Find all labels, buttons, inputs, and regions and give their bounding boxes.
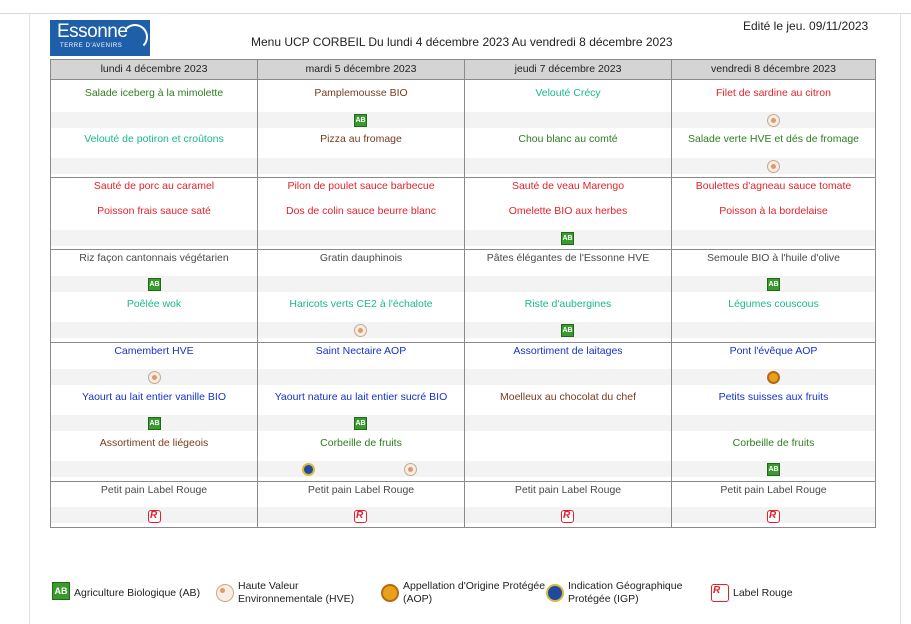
menu-item: Pamplemousse BIO [314,87,408,99]
hve-icon [354,324,367,337]
row-band [51,322,875,338]
menu-item: Pâtes élégantes de l'Essonne HVE [486,252,650,264]
top-divider [0,13,911,14]
menu-item: Semoule BIO à l'huile d'olive [707,252,840,264]
frame-right [900,14,901,624]
menu-item: Corbeille de fruits [320,437,402,449]
row-band [51,112,875,128]
menu-item: Sauté de porc au caramel [93,180,215,192]
menu-item: Filet de sardine au citron [716,87,831,99]
legend-label-line: Haute Valeur [238,580,299,592]
logo-tagline: TERRE D'AVENIRS [60,43,123,49]
menu-item: Velouté Crécy [535,87,601,99]
day-header-tuesday: mardi 5 décembre 2023 [305,63,417,75]
section-divider [51,342,875,343]
menu-item: Pont l'évêque AOP [729,345,818,357]
menu-item: Riste d'aubergines [524,298,612,310]
menu-item: Gratin dauphinois [319,252,403,264]
hve-icon [767,160,780,173]
menu-item: Petit pain Label Rouge [514,484,622,496]
menu-item: Omelette BIO aux herbes [508,205,628,217]
legend-label: Label Rouge [733,587,793,599]
legend-label-line: Appellation d'Origine Protégée [403,580,546,592]
legend-label [568,580,682,606]
menu-item: Corbeille de fruits [732,437,815,449]
label-rouge-icon [148,510,161,523]
menu-table [50,59,876,528]
hve-icon [148,371,161,384]
menu-item: Salade iceberg à la mimolette [84,87,224,99]
hve-icon [404,463,417,476]
frame-left [29,14,30,624]
row-band [51,369,875,385]
row-band [51,158,875,174]
organic-ab-icon: AB [52,582,70,600]
menu-item: Velouté de potiron et croûtons [84,133,224,145]
menu-item: Riz façon cantonnais végétarien [79,252,229,264]
aop-icon [381,584,399,602]
day-header-monday: lundi 4 décembre 2023 [100,63,208,75]
legend-label-line: Indication Géographique [568,580,683,592]
legend-label [238,580,354,606]
table-header [51,60,875,80]
menu-item: Boulettes d'agneau sauce tomate [695,180,852,192]
organic-ab-icon: AB [354,417,367,430]
organic-ab-icon: AB [561,232,574,245]
label-rouge-icon [711,584,729,602]
organic-ab-icon: AB [148,417,161,430]
igp-icon [546,584,564,602]
hve-icon [216,584,234,602]
menu-item: Pilon de poulet sauce barbecue [287,180,435,192]
menu-item: Yaourt nature au lait entier sucré BIO [274,391,448,403]
section-divider [51,177,875,178]
menu-item: Saint Nectaire AOP [315,345,407,357]
organic-ab-icon: AB [767,278,780,291]
menu-item: Assortiment de laitages [513,345,623,357]
legend-label-line: (AOP) [403,593,433,605]
logo-name: Essonne [57,21,128,42]
menu-item: Assortiment de liégeois [99,437,209,449]
edited-date: Edité le jeu. 09/11/2023 [743,19,869,33]
organic-ab-icon: AB [354,114,367,127]
hve-icon [767,114,780,127]
organic-ab-icon: AB [767,463,780,476]
menu-item: Poisson à la bordelaise [719,205,828,217]
row-band [51,415,875,431]
row-band [51,230,875,246]
menu-item: Chou blanc au comté [518,133,618,145]
row-band [51,507,875,523]
menu-item: Pizza au fromage [320,133,402,145]
menu-item: Yaourt au lait entier vanille BIO [82,391,226,403]
menu-item: Petit pain Label Rouge [307,484,415,496]
legend-label: Agriculture Biologique (AB) [74,587,201,599]
day-header-friday: vendredi 8 décembre 2023 [711,63,836,75]
organic-ab-icon: AB [561,324,574,337]
row-band [51,276,875,292]
menu-item: Poisson frais sauce saté [97,205,211,217]
legend-label-line: Protégée (IGP) [568,593,639,605]
label-rouge-icon [561,510,574,523]
legend-label [403,580,545,606]
igp-icon [302,463,315,476]
menu-item: Haricots verts CE2 à l'échalote [289,298,433,310]
menu-item: Salade verte HVE et dés de fromage [687,133,859,145]
label-rouge-icon [354,510,367,523]
menu-item: Petit pain Label Rouge [100,484,208,496]
column-divider [464,60,465,527]
legend-label-line: Environnementale (HVE) [238,593,355,605]
column-divider [257,60,258,527]
organic-ab-icon: AB [148,278,161,291]
essonne-logo [50,20,150,56]
menu-item: Sauté de veau Marengo [511,180,625,192]
menu-item: Moelleux au chocolat du chef [499,391,636,403]
section-divider [51,481,875,482]
menu-item: Petit pain Label Rouge [720,484,827,496]
column-divider [671,60,672,527]
section-divider [51,249,875,250]
day-header-thursday: jeudi 7 décembre 2023 [514,63,622,75]
menu-item: Dos de colin sauce beurre blanc [285,205,436,217]
menu-item: Poêlée wok [126,298,182,310]
label-rouge-icon [767,510,780,523]
menu-item: Camembert HVE [114,345,194,357]
menu-item: Petits suisses aux fruits [718,391,829,403]
logo-swirl-icon [122,24,148,50]
menu-item: Légumes couscous [728,298,819,310]
aop-icon [767,371,780,384]
row-band [51,461,875,477]
page-title: Menu UCP CORBEIL Du lundi 4 décembre 2023 Au vendredi 8 décembre 2023 [251,35,673,49]
